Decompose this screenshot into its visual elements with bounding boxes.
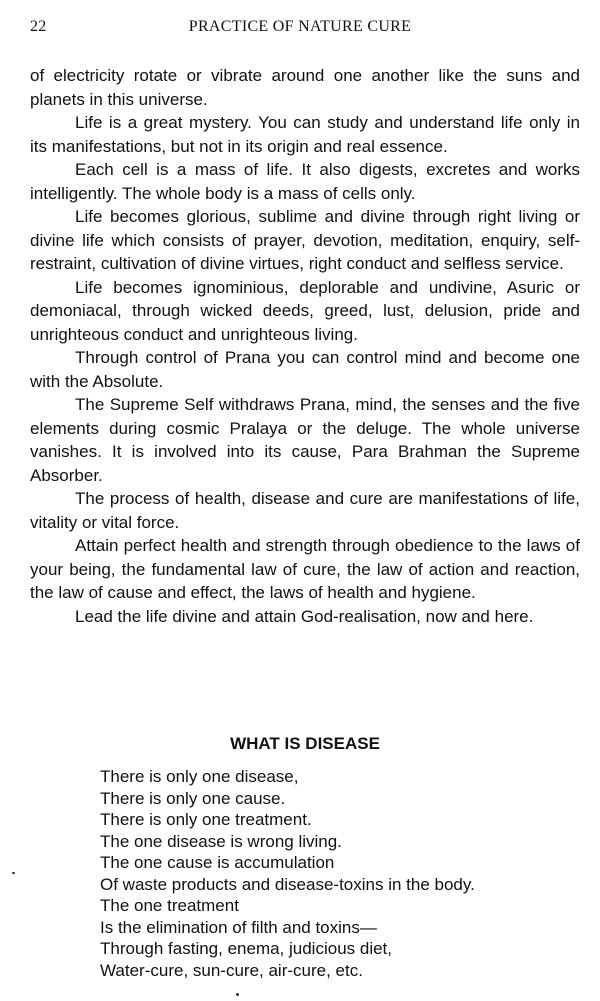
page-header <box>30 18 570 42</box>
paragraph: Life becomes glorious, sublime and divine through right living or divine life which consists of prayer, devotion, meditation, enquiry, self-restraint, cultivation of divine virtues, right conduct and selfless service. <box>30 207 580 273</box>
section-heading: WHAT IS DISEASE <box>230 734 380 753</box>
verse-line: Water-cure, sun-cure, air-cure, etc. <box>100 960 363 980</box>
body-text <box>30 64 580 628</box>
verse-line: There is only one cause. <box>100 788 286 808</box>
verse-line: The one treatment <box>100 896 239 915</box>
paragraph: Attain perfect health and strength through obedience to the laws of your being, the fundamental law of cure, the law of action and reaction, the law of cause and effect, the laws of health and hygiene. <box>30 536 580 602</box>
paragraph: Lead the life divine and attain God-realisation, now and here. <box>75 606 534 626</box>
verse-block <box>100 766 570 981</box>
page-number: 22 <box>30 18 47 35</box>
paragraph: Each cell is a mass of life. It also digests, excretes and works intelligently. The whole body is a mass of cells only. <box>30 160 580 203</box>
verse-line: The one disease is wrong living. <box>100 831 342 851</box>
paragraph: Through control of Prana you can control mind and become one with the Absolute. <box>30 348 580 391</box>
verse-line: Of waste products and disease-toxins in the body. <box>100 874 475 894</box>
paragraph: The Supreme Self withdraws Prana, mind, the senses and the five elements during cosmic Pralaya or the deluge. The whole universe vanishes. It is involved into its cause, Para Brahman the Supreme Absorber. <box>30 395 580 485</box>
verse-line: There is only one treatment. <box>100 810 312 829</box>
verse-line: Is the elimination of filth and toxins— <box>100 917 377 937</box>
verse-line: There is only one disease, <box>100 767 299 786</box>
running-title: PRACTICE OF NATURE CURE <box>188 18 412 35</box>
paragraph: Life becomes ignominious, deplorable and undivine, Asuric or demoniacal, through wicked deeds, greed, lust, delusion, pride and unrighteous conduct and unrighteous living. <box>30 277 580 344</box>
print-speck <box>12 872 15 874</box>
paragraph: Life is a great mystery. You can study and understand life only in its manifestations, but not in its origin and real essence. <box>30 113 580 156</box>
paragraph: The process of health, disease and cure are manifestations of life, vitality or vital force. <box>30 489 580 532</box>
verse-line: Through fasting, enema, judicious diet, <box>100 939 393 958</box>
print-speck <box>236 993 239 996</box>
verse-line: The one cause is accumulation <box>100 853 335 872</box>
paragraph: of electricity rotate or vibrate around one another like the suns and planets in this universe. <box>30 66 580 109</box>
